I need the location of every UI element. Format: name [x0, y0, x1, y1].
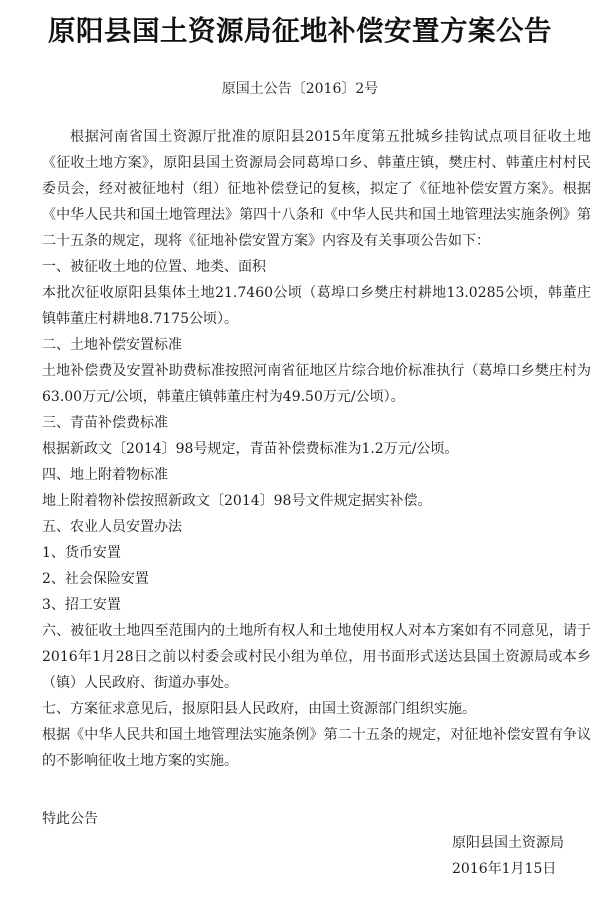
section-heading-crop-compensation: 三、青苗补偿费标准 [42, 415, 168, 431]
attachments-paragraph: 地上附着物补偿按照新政文〔2014〕98号文件规定据实补偿。 [42, 493, 432, 509]
resettlement-option-2: 2、社会保险安置 [42, 571, 149, 587]
section-heading-land-location: 一、被征收土地的位置、地类、面积 [42, 259, 266, 275]
document-number: 原国土公告〔2016〕2号 [221, 81, 379, 97]
compensation-standard-paragraph: 土地补偿费及安置补助费标准按照河南省征地区片综合地价标准执行（葛埠口乡樊庄村为63.00万元/公顷，韩董庄镇韩董庄村为49.50万元/公顷）。 [42, 363, 591, 405]
crop-compensation-paragraph: 根据新政文〔2014〕98号规定，青苗补偿费标准为1.2万元/公顷。 [42, 441, 459, 457]
dispute-paragraph: 根据《中华人民共和国土地管理法实施条例》第二十五条的规定，对征地补偿安置有争议的不影响征收土地方案的实施。 [42, 727, 591, 769]
resettlement-option-1: 1、货币安置 [42, 545, 121, 561]
objection-paragraph: 六、被征收土地四至范围内的土地所有权人和土地使用权人对本方案如有不同意见，请于2016年1月28日之前以村委会或村民小组为单位，用书面形式送达县国土资源局或本乡（镇）人民政府、街道办事处。 [42, 623, 591, 691]
implementation-paragraph: 七、方案征求意见后，报原阳县人民政府，由国土资源部门组织实施。 [42, 701, 476, 717]
intro-paragraph: 根据河南省国土资源厅批准的原阳县2015年度第五批城乡挂钩试点项目征收土地《征收土地方案》，原阳县国土资源局会同葛埠口乡、韩董庄镇，樊庄村、韩董庄村村民委员会，经对被征地村（组）征地补偿登记的复核，拟定了《征地补偿安置方案》。根据《中华人民共和国土地管理法》第四十八条和《中华人民共和国土地管理法实施条例》第二十五条的规定，现将《征地补偿安置方案》内容及有关事项公告如下： [42, 129, 591, 249]
section-heading-attachments: 四、地上附着物标准 [42, 467, 168, 483]
resettlement-option-3: 3、招工安置 [42, 597, 121, 613]
land-area-paragraph: 本批次征收原阳县集体土地21.7460公顷（葛埠口乡樊庄村耕地13.0285公顷，韩董庄镇韩董庄村耕地8.7175公顷）。 [42, 285, 591, 327]
closing-line: 特此公告 [42, 811, 98, 827]
section-heading-resettlement: 五、农业人员安置办法 [42, 519, 182, 535]
issue-date: 2016年1月15日 [452, 861, 557, 877]
notice-title: 原阳县国土资源局征地补偿安置方案公告 [48, 15, 552, 47]
section-heading-compensation-standard: 二、土地补偿安置标准 [42, 337, 182, 353]
notice-body [42, 124, 591, 774]
issuer-name: 原阳县国土资源局 [452, 835, 564, 851]
